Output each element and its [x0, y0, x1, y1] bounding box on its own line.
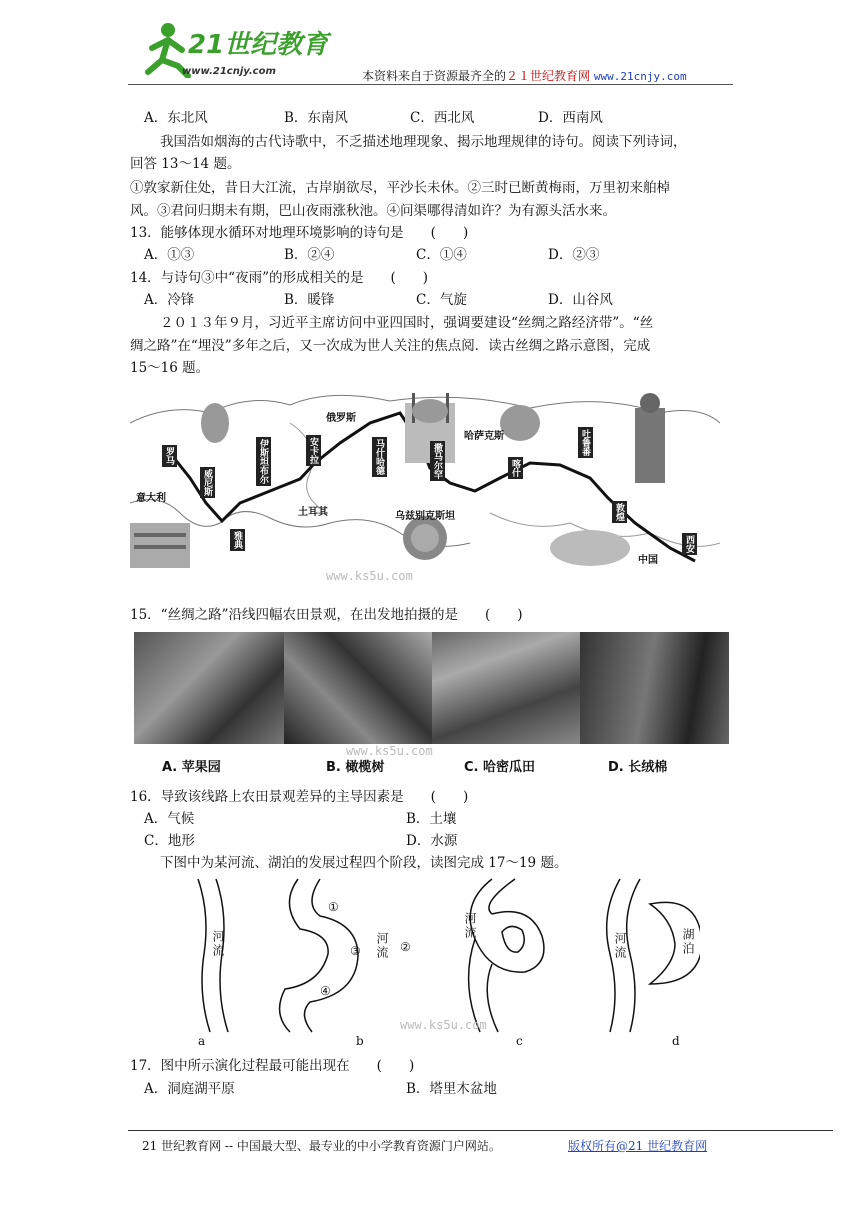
q17-stem: 17．图中所示演化过程最可能出现在 ( ): [130, 1058, 415, 1074]
q14-option-a[interactable]: A．冷锋: [144, 292, 195, 308]
silk-intro-line2: 绸之路”在“埋没”多年之后，又一次成为世人关注的焦点阅．读古丝绸之路示意图，完成: [130, 338, 651, 354]
logo-url-text: www.21cnjy.com: [182, 66, 276, 77]
q12-option-d[interactable]: D．西南风: [538, 110, 603, 126]
q13-option-a[interactable]: A．①③: [144, 247, 195, 263]
q17-option-b[interactable]: B．塔里木盆地: [406, 1081, 497, 1097]
q14-stem: 14．与诗句③中“夜雨”的形成相关的是 ( ): [130, 270, 429, 286]
stage-label-d: d: [672, 1034, 680, 1048]
caption-c: C. 哈密瓜田: [464, 760, 536, 775]
silk-road-map-drawing: [130, 383, 720, 583]
map-city-mashhad: 马什哈德: [372, 437, 387, 477]
map-city-venice: 威尼斯: [200, 467, 215, 498]
q16-option-d[interactable]: D．水源: [406, 833, 458, 849]
caption-b: B. 橄榄树: [326, 760, 385, 775]
map-city-ankara: 安卡拉: [306, 435, 321, 466]
marker-2: ②: [400, 940, 411, 954]
footer-divider: [128, 1130, 833, 1131]
river-watermark: www.ks5u.com: [400, 1018, 487, 1032]
map-city-rome: 罗马: [162, 445, 177, 467]
q13-option-b[interactable]: B．②④: [284, 247, 335, 263]
map-city-istanbul: 伊斯坦布尔: [256, 437, 271, 486]
marker-1: ①: [328, 900, 339, 914]
photo-long-staple-cotton[interactable]: [580, 632, 729, 744]
header-source-prefix: 本资料来自于资源最齐全的: [362, 69, 507, 83]
map-label-kazakhstan: 哈萨克斯: [464, 431, 504, 442]
river-label-a: 河流: [211, 930, 225, 958]
marker-4: ④: [320, 984, 331, 998]
poems-line1: ①敦家新住处，昔日大江流，古岸崩欲尽，平沙长未休。②三时已断黄梅雨，万里初来舶棹: [130, 180, 670, 196]
farmland-photos: [134, 632, 729, 782]
river-label-c: 河流: [463, 912, 477, 940]
q13-option-d[interactable]: D．②③: [548, 247, 600, 263]
map-label-italy: 意大利: [136, 493, 166, 504]
river-lake-diagram: [180, 874, 700, 1049]
q13-option-c[interactable]: C．①④: [416, 247, 467, 263]
photos-watermark: www.ks5u.com: [346, 744, 433, 758]
stage-label-b: b: [356, 1034, 364, 1048]
silk-road-map: [130, 383, 720, 583]
map-city-dunhuang: 敦煌: [612, 501, 627, 523]
caption-d: D. 长绒棉: [608, 760, 668, 775]
q12-options: [144, 108, 744, 128]
q12-option-c[interactable]: C．西北风: [410, 110, 475, 126]
q14-option-b[interactable]: B．暖锋: [284, 292, 335, 308]
q16-option-c[interactable]: C．地形: [144, 833, 195, 849]
map-label-turkey: 土耳其: [298, 507, 328, 518]
q17-options: [144, 1079, 744, 1099]
header-source-name[interactable]: ２１世纪教育网: [506, 69, 591, 83]
q17-option-a[interactable]: A．洞庭湖平原: [144, 1081, 235, 1097]
stage-label-a: a: [198, 1034, 206, 1048]
header-divider: [128, 84, 733, 85]
lake-intro: 下图中为某河流、湖泊的发展过程四个阶段，读图完成 17～19 题。: [160, 855, 568, 871]
lake-label-d: 湖泊: [681, 928, 695, 956]
map-city-samarkand: 撒马尔罕: [430, 441, 445, 481]
poem-intro-line1: 我国浩如烟海的古代诗歌中，不乏描述地理现象、揭示地理规律的诗句。阅读下列诗词，: [160, 134, 687, 150]
q16-option-a[interactable]: A．气候: [144, 811, 195, 827]
river-label-b: 河流: [375, 932, 389, 960]
silk-intro-line1: ２０１３年９月，习近平主席访问中亚四国时，强调要建设“丝绸之路经济带”。“丝: [160, 315, 654, 331]
caption-a: A. 苹果园: [162, 760, 221, 775]
poems-line2: 风。③君问归期未有期，巴山夜雨涨秋池。④问渠哪得清如许？为有源头活水来。: [130, 203, 616, 219]
q13-options: [144, 245, 744, 265]
map-city-turpan: 吐鲁番: [578, 427, 593, 458]
q16-option-b[interactable]: B．土壤: [406, 811, 457, 827]
map-city-xian: 西安: [682, 533, 697, 555]
q16-options: [144, 809, 744, 853]
poem-intro-line2: 回答 13～14 题。: [130, 156, 241, 172]
logo-main-text: 21世纪教育: [188, 30, 329, 60]
header-source-url[interactable]: www.21cnjy.com: [593, 70, 687, 83]
photo-hami-melon[interactable]: [432, 632, 580, 744]
silk-intro-line3: 15～16 题。: [130, 360, 210, 376]
map-city-athens: 雅典: [230, 529, 245, 551]
q12-option-b[interactable]: B．东南风: [284, 110, 348, 126]
q12-option-a[interactable]: A．东北风: [144, 110, 208, 126]
map-watermark: www.ks5u.com: [326, 569, 413, 583]
q14-option-d[interactable]: D．山谷风: [548, 292, 613, 308]
q15-stem: 15．“丝绸之路”沿线四幅农田景观，在出发地拍摄的是 ( ): [130, 607, 523, 623]
marker-3: ③: [350, 944, 361, 958]
map-label-russia: 俄罗斯: [326, 413, 356, 424]
footer-copyright-link[interactable]: 版权所有@21 世纪教育网: [568, 1139, 708, 1153]
stage-label-c: c: [516, 1034, 523, 1048]
site-logo[interactable]: [138, 20, 338, 80]
footer-left: 21 世纪教育网 -- 中国最大型、最专业的中小学教育资源门户网站。: [142, 1139, 501, 1153]
q14-option-c[interactable]: C．气旋: [416, 292, 467, 308]
river-label-d: 河流: [613, 932, 627, 960]
q16-stem: 16．导致该线路上农田景观差异的主导因素是 ( ): [130, 789, 469, 805]
photo-olive-tree[interactable]: [284, 632, 432, 744]
map-label-china: 中国: [638, 555, 658, 566]
q13-stem: 13．能够体现水循环对地理环境影响的诗句是 ( ): [130, 225, 469, 241]
q14-options: [144, 290, 744, 310]
map-label-uzbekistan: 乌兹别克斯坦: [395, 511, 455, 522]
photo-apple-orchard[interactable]: [134, 632, 284, 744]
map-city-kashgar: 喀什: [508, 457, 523, 479]
